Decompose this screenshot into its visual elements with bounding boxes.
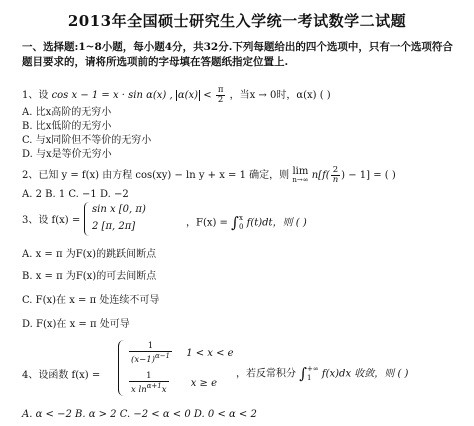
q4-case2-frac xyxy=(129,372,169,395)
q1-frac xyxy=(216,86,226,105)
q4-case2-den xyxy=(129,382,169,395)
q3-int-upper: x xyxy=(238,214,243,222)
q3-option-b: B. x = π 为F(x)的可去间断点 xyxy=(22,271,157,282)
q1-option-d: D. 与x是等价无穷小 xyxy=(22,149,112,160)
q1-stem-a: 1、设 xyxy=(22,90,49,101)
q3-case-1: sin x [0, π) xyxy=(92,204,146,215)
q2-stem-b: n[f( xyxy=(311,170,330,181)
q3-stem-c: f(t)dt，则 ( ) xyxy=(246,217,307,229)
q3-case-2: 2 [π, 2π] xyxy=(92,221,136,232)
q4-int-upper: +∞ xyxy=(307,365,319,373)
q4-case2-den-base: x ln xyxy=(131,384,147,395)
q2-stem-a: 2、已知 y = f(x) 由方程 cos(xy) − ln y + x = 1 确定，则 xyxy=(22,170,290,181)
q4-integral-sign: ∫ xyxy=(299,364,308,383)
q4-case2-cond: x ≥ e xyxy=(190,377,218,389)
q1-option-c: C. 与x同阶但不等价的无穷小 xyxy=(22,135,152,146)
q1-stem-c: α(x) xyxy=(177,90,199,101)
q3-option-d: D. F(x)在 x = π 处可导 xyxy=(22,319,130,330)
q4-stem-rest xyxy=(236,365,408,383)
q2-lim-label: lim xyxy=(292,165,309,177)
q3-stem-b: ，F(x) = xyxy=(186,217,228,229)
q1-stem-b: cos x − 1 = x · sin α(x) , xyxy=(51,90,173,101)
q2-stem xyxy=(22,166,396,185)
q4-stem-c: f(x)dx 收敛，则 ( ) xyxy=(321,368,409,380)
q2-stem-c: ) − 1] = ( ) xyxy=(341,170,396,181)
q4-case-2 xyxy=(128,372,217,395)
q4-stem-b: ，若反常积分 xyxy=(236,368,296,380)
q4-case1-frac xyxy=(129,342,172,365)
section-instructions: 一、选择题:1~8小题，每小题4分，共32分.下列每题给出的四个选项中，只有一个选项符合题目要求的，请将所选项前的字母填在答题纸指定位置上. xyxy=(22,41,453,68)
q4-case2-den-end: x xyxy=(161,384,167,395)
q2-frac-num: 2 xyxy=(331,166,340,176)
q1-option-b: B. 比x低阶的无穷小 xyxy=(22,121,112,132)
q3-int-limits xyxy=(239,214,243,232)
q1-stem xyxy=(22,86,331,105)
q1-frac-den: 2 xyxy=(217,95,224,105)
q4-options: A. α < −2 B. α > 2 C. −2 < α < 0 D. 0 < α < 2 xyxy=(22,409,257,420)
q3-stem-a: 3、设 f(x) = xyxy=(22,215,81,226)
q2-lim-sub: n→∞ xyxy=(292,175,309,184)
q3-integral-sign: ∫ xyxy=(231,213,239,232)
q2-options: A. 2 B. 1 C. −1 D. −2 xyxy=(22,189,129,200)
q4-case1-den-base: (x−1) xyxy=(131,354,155,365)
q1-stem-d: < xyxy=(203,90,212,101)
q4-stem-a: 4、设函数 f(x) = xyxy=(22,370,101,381)
q4-case2-den-exp: α+1 xyxy=(146,382,162,390)
q4-int-limits xyxy=(307,365,319,383)
q3-int-lower: 0 xyxy=(238,223,244,231)
q3-brace xyxy=(84,202,89,236)
q1-stem-e: ，当x → 0时，α(x) ( ) xyxy=(229,90,331,101)
q3-stem-rest xyxy=(186,214,307,232)
q3-option-c: C. F(x)在 x = π 处连续不可导 xyxy=(22,295,160,306)
q2-frac xyxy=(331,166,340,185)
q4-case1-num: 1 xyxy=(129,342,172,352)
q2-limit xyxy=(292,167,308,185)
page-title: 2013年全国硕士研究生入学统一考试数学二试题 xyxy=(67,12,407,30)
q1-frac-num: π xyxy=(217,85,224,95)
q4-case2-num: 1 xyxy=(129,372,169,382)
q4-case-1 xyxy=(128,342,234,365)
q4-int-lower: 1 xyxy=(307,374,312,382)
q4-case1-den-exp: α−1 xyxy=(154,352,171,360)
q2-frac-den: n xyxy=(332,175,339,185)
q4-case1-cond: 1 < x < e xyxy=(186,347,234,359)
q4-case1-den xyxy=(129,352,172,365)
q3-option-a: A. x = π 为F(x)的跳跃间断点 xyxy=(22,249,157,260)
q4-brace xyxy=(118,340,124,396)
q1-option-a: A. 比x高阶的无穷小 xyxy=(22,107,112,118)
